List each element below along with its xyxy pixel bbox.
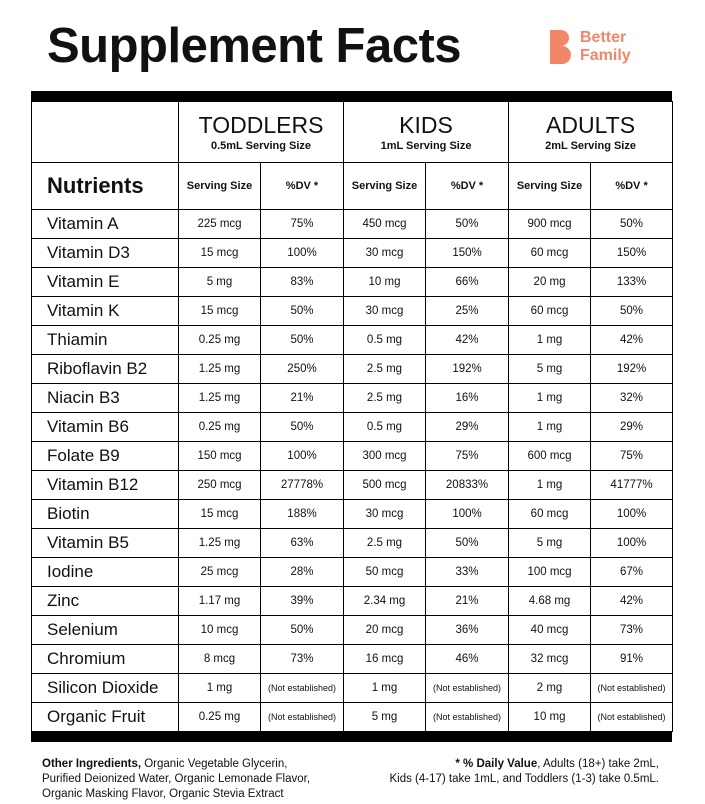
ingredients-text: Organic Masking Flavor, Organic Stevia Extract xyxy=(42,788,284,800)
dv-value: 133% xyxy=(591,268,673,297)
serving-size-value: 100 mcg xyxy=(509,558,591,587)
serving-size-value: 1 mg xyxy=(344,674,426,703)
serving-size-value: 225 mcg xyxy=(179,210,261,239)
dv-value: 20833% xyxy=(426,471,509,500)
dv-value: 21% xyxy=(261,384,344,413)
group-title: TODDLERS xyxy=(198,111,324,138)
nutrient-name: Iodine xyxy=(32,558,179,587)
daily-value-note xyxy=(389,757,659,787)
serving-size-value: 1 mg xyxy=(509,471,591,500)
table-row xyxy=(32,529,673,558)
serving-size-value: 900 mcg xyxy=(509,210,591,239)
dv-value: 67% xyxy=(591,558,673,587)
nutrient-name: Folate B9 xyxy=(32,442,179,471)
nutrient-name: Vitamin A xyxy=(32,210,179,239)
ingredients-label: Other Ingredients, xyxy=(42,758,142,770)
nutrient-name: Vitamin B5 xyxy=(32,529,179,558)
dv-value: 25% xyxy=(426,297,509,326)
dv-value: (Not established) xyxy=(261,703,344,732)
serving-size-value: 600 mcg xyxy=(509,442,591,471)
nutrient-name: Vitamin E xyxy=(32,268,179,297)
group-kids xyxy=(344,102,509,163)
serving-size-value: 1 mg xyxy=(179,674,261,703)
serving-size-value: 60 mcg xyxy=(509,297,591,326)
serving-size-value: 1.25 mg xyxy=(179,529,261,558)
nutrient-name: Selenium xyxy=(32,616,179,645)
serving-size-value: 15 mcg xyxy=(179,297,261,326)
nutrients-header: Nutrients xyxy=(32,163,179,210)
serving-size-value: 4.68 mg xyxy=(509,587,591,616)
dv-value: 100% xyxy=(261,442,344,471)
serving-size-value: 10 mcg xyxy=(179,616,261,645)
table-row xyxy=(32,674,673,703)
serving-size-value: 2.5 mg xyxy=(344,384,426,413)
other-ingredients xyxy=(42,757,310,802)
facts-table xyxy=(31,101,673,732)
page-title: Supplement Facts xyxy=(47,19,462,73)
group-toddlers xyxy=(179,102,344,163)
nutrient-name: Vitamin D3 xyxy=(32,239,179,268)
serving-size-value: 16 mcg xyxy=(344,645,426,674)
group-serving: 0.5mL Serving Size xyxy=(210,139,312,152)
dv-value: 100% xyxy=(261,239,344,268)
nutrient-name: Thiamin xyxy=(32,326,179,355)
serving-size-value: 8 mcg xyxy=(179,645,261,674)
serving-size-value: 1.17 mg xyxy=(179,587,261,616)
table-row xyxy=(32,558,673,587)
serving-size-value: 0.25 mg xyxy=(179,326,261,355)
dv-value: (Not established) xyxy=(591,674,673,703)
dv-value: 192% xyxy=(426,355,509,384)
serving-size-value: 5 mg xyxy=(509,355,591,384)
col-serving-size: Serving Size xyxy=(344,163,426,210)
table-row xyxy=(32,297,673,326)
serving-size-value: 5 mg xyxy=(179,268,261,297)
group-header-row xyxy=(32,102,673,163)
group-title: ADULTS xyxy=(546,111,636,138)
dv-value: 150% xyxy=(591,239,673,268)
column-header-row xyxy=(32,163,673,210)
dv-value: (Not established) xyxy=(426,703,509,732)
serving-size-value: 2.5 mg xyxy=(344,529,426,558)
dv-value: 50% xyxy=(426,210,509,239)
table-row xyxy=(32,210,673,239)
facts-table-frame xyxy=(31,91,672,742)
dv-value: 75% xyxy=(591,442,673,471)
serving-size-value: 250 mcg xyxy=(179,471,261,500)
corner-cell xyxy=(32,102,179,163)
serving-size-value: 300 mcg xyxy=(344,442,426,471)
dv-value: 42% xyxy=(591,326,673,355)
dv-value: 150% xyxy=(426,239,509,268)
dv-value: 50% xyxy=(591,210,673,239)
serving-size-value: 30 mcg xyxy=(344,500,426,529)
dv-value: 100% xyxy=(591,500,673,529)
table-row xyxy=(32,413,673,442)
serving-size-value: 50 mcg xyxy=(344,558,426,587)
col-dv: %DV * xyxy=(426,163,509,210)
nutrient-name: Organic Fruit xyxy=(32,703,179,732)
table-row xyxy=(32,442,673,471)
table-row xyxy=(32,645,673,674)
table-row xyxy=(32,268,673,297)
dv-value: 29% xyxy=(591,413,673,442)
brand-b-icon xyxy=(548,28,574,66)
serving-size-value: 2.5 mg xyxy=(344,355,426,384)
group-serving: 1mL Serving Size xyxy=(380,139,472,152)
table-row xyxy=(32,587,673,616)
dv-value: 50% xyxy=(426,529,509,558)
dv-value: 66% xyxy=(426,268,509,297)
serving-size-value: 15 mcg xyxy=(179,500,261,529)
dv-text: Kids (4-17) take 1mL, and Toddlers (1-3) take 0.5mL. xyxy=(389,773,659,785)
serving-size-value: 0.5 mg xyxy=(344,326,426,355)
col-dv: %DV * xyxy=(591,163,673,210)
dv-value: (Not established) xyxy=(261,674,344,703)
nutrient-name: Chromium xyxy=(32,645,179,674)
serving-size-value: 5 mg xyxy=(509,529,591,558)
serving-size-value: 60 mcg xyxy=(509,500,591,529)
dv-value: 32% xyxy=(591,384,673,413)
ingredients-text: Organic Vegetable Glycerin, xyxy=(141,758,288,770)
brand-line2: Family xyxy=(580,47,631,64)
serving-size-value: 20 mg xyxy=(509,268,591,297)
dv-value: 91% xyxy=(591,645,673,674)
table-row xyxy=(32,326,673,355)
dv-value: 75% xyxy=(426,442,509,471)
dv-value: 73% xyxy=(591,616,673,645)
dv-value: 83% xyxy=(261,268,344,297)
table-row xyxy=(32,500,673,529)
group-serving: 2mL Serving Size xyxy=(545,139,636,152)
nutrient-name: Vitamin B6 xyxy=(32,413,179,442)
dv-value: 36% xyxy=(426,616,509,645)
nutrient-name: Vitamin K xyxy=(32,297,179,326)
serving-size-value: 25 mcg xyxy=(179,558,261,587)
nutrient-name: Zinc xyxy=(32,587,179,616)
serving-size-value: 500 mcg xyxy=(344,471,426,500)
table-row xyxy=(32,239,673,268)
serving-size-value: 0.25 mg xyxy=(179,413,261,442)
dv-value: 63% xyxy=(261,529,344,558)
dv-value: 16% xyxy=(426,384,509,413)
dv-value: 73% xyxy=(261,645,344,674)
col-serving-size: Serving Size xyxy=(509,163,591,210)
serving-size-value: 10 mg xyxy=(344,268,426,297)
dv-value: 33% xyxy=(426,558,509,587)
dv-value: 50% xyxy=(261,326,344,355)
serving-size-value: 2 mg xyxy=(509,674,591,703)
serving-size-value: 450 mcg xyxy=(344,210,426,239)
dv-value: 42% xyxy=(426,326,509,355)
dv-value: 27778% xyxy=(261,471,344,500)
nutrient-name: Silicon Dioxide xyxy=(32,674,179,703)
table-row xyxy=(32,703,673,732)
dv-value: 50% xyxy=(261,297,344,326)
dv-value: 50% xyxy=(261,413,344,442)
brand-logo xyxy=(548,28,631,66)
dv-value: 250% xyxy=(261,355,344,384)
dv-value: 46% xyxy=(426,645,509,674)
dv-value: 21% xyxy=(426,587,509,616)
serving-size-value: 15 mcg xyxy=(179,239,261,268)
serving-size-value: 5 mg xyxy=(344,703,426,732)
dv-value: (Not established) xyxy=(426,674,509,703)
dv-value: 42% xyxy=(591,587,673,616)
serving-size-value: 10 mg xyxy=(509,703,591,732)
nutrient-name: Vitamin B12 xyxy=(32,471,179,500)
dv-value: (Not established) xyxy=(591,703,673,732)
table-row xyxy=(32,355,673,384)
serving-size-value: 1.25 mg xyxy=(179,355,261,384)
serving-size-value: 1 mg xyxy=(509,384,591,413)
serving-size-value: 1.25 mg xyxy=(179,384,261,413)
col-serving-size: Serving Size xyxy=(179,163,261,210)
dv-value: 41777% xyxy=(591,471,673,500)
serving-size-value: 150 mcg xyxy=(179,442,261,471)
dv-value: 100% xyxy=(426,500,509,529)
nutrient-name: Riboflavin B2 xyxy=(32,355,179,384)
serving-size-value: 32 mcg xyxy=(509,645,591,674)
dv-value: 28% xyxy=(261,558,344,587)
dv-value: 39% xyxy=(261,587,344,616)
serving-size-value: 0.5 mg xyxy=(344,413,426,442)
serving-size-value: 60 mcg xyxy=(509,239,591,268)
group-title: KIDS xyxy=(399,111,453,138)
dv-value: 188% xyxy=(261,500,344,529)
dv-label: * % Daily Value xyxy=(455,758,538,770)
serving-size-value: 40 mcg xyxy=(509,616,591,645)
table-row xyxy=(32,616,673,645)
dv-value: 50% xyxy=(261,616,344,645)
ingredients-text: Purified Deionized Water, Organic Lemonade Flavor, xyxy=(42,773,311,785)
dv-value: 192% xyxy=(591,355,673,384)
serving-size-value: 30 mcg xyxy=(344,297,426,326)
nutrient-name: Niacin B3 xyxy=(32,384,179,413)
dv-value: 29% xyxy=(426,413,509,442)
serving-size-value: 20 mcg xyxy=(344,616,426,645)
serving-size-value: 0.25 mg xyxy=(179,703,261,732)
serving-size-value: 1 mg xyxy=(509,413,591,442)
table-row xyxy=(32,384,673,413)
brand-line1: Better xyxy=(580,29,627,46)
serving-size-value: 2.34 mg xyxy=(344,587,426,616)
col-dv: %DV * xyxy=(261,163,344,210)
nutrient-name: Biotin xyxy=(32,500,179,529)
dv-value: 100% xyxy=(591,529,673,558)
serving-size-value: 30 mcg xyxy=(344,239,426,268)
dv-text: , Adults (18+) take 2mL, xyxy=(537,758,659,770)
group-adults xyxy=(509,102,673,163)
dv-value: 50% xyxy=(591,297,673,326)
serving-size-value: 1 mg xyxy=(509,326,591,355)
dv-value: 75% xyxy=(261,210,344,239)
table-row xyxy=(32,471,673,500)
